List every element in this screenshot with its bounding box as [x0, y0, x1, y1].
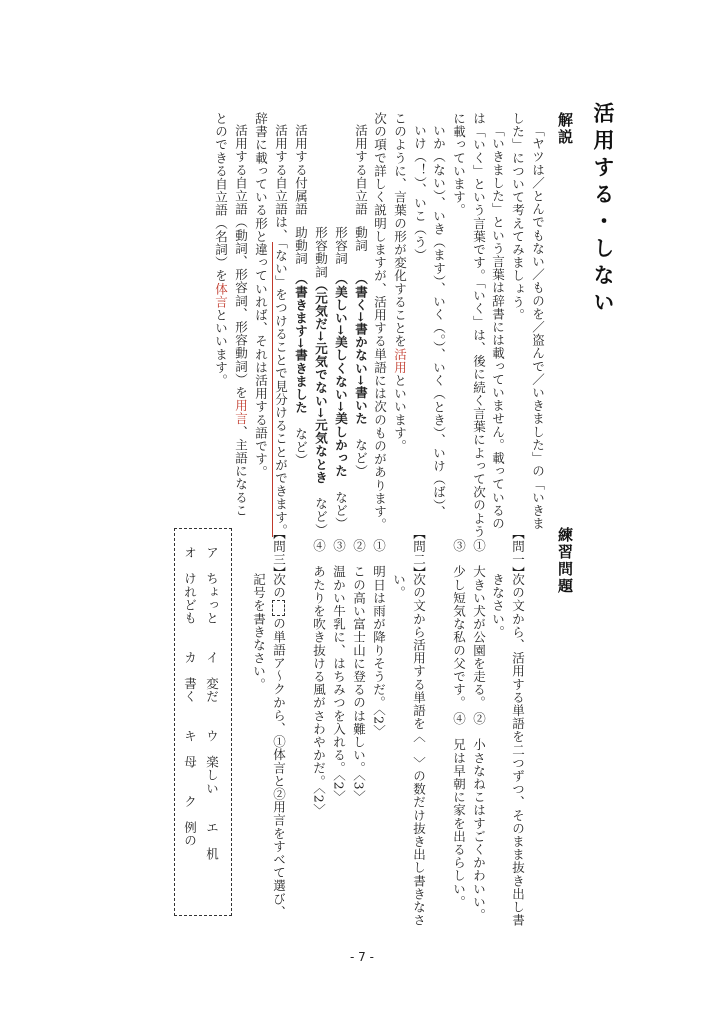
- kaisetsu-heading: 解説: [556, 112, 574, 146]
- kaisetsu-text: いけ（！）、いこ（う）: [412, 124, 428, 262]
- q3-text: 次のの単語ア〜クから、①体言と②用言をすべて選び、: [271, 573, 287, 919]
- doushi-row: 動詞 （書く→書かない→書いた など）: [353, 226, 369, 478]
- kaisetsu-text: いか（ない）、いき（ます）、いく（。）、いく（とき）、いけ（ば）、: [431, 124, 447, 519]
- choices-row: オ けれども カ 書く キ 母 ク 例の: [182, 546, 198, 848]
- kaisetsu-text: 辞書に載っている形と違っていれば、それは活用する語です。: [253, 112, 269, 479]
- blank-box: [272, 600, 285, 616]
- kaisetsu-text: 活用する自立語は、「ない」をつけることで見分けることができます。: [273, 124, 289, 537]
- q2-item: ③ 温かい牛乳に、はちみつを入れる。〈2〉: [331, 539, 347, 804]
- q3-label: 【問三】: [271, 527, 287, 580]
- choices-row: ア ちょっと イ 変だ ウ 楽しい エ 机: [204, 546, 220, 861]
- keiyoudoushi-row: 形容動詞（元気だ→元気でない→元気なとき など）: [313, 226, 329, 537]
- kaisetsu-text: 次の項で詳しく説明しますが、活用する単語には次のものがあります。: [372, 112, 388, 532]
- q2-text: い。: [391, 573, 407, 600]
- q1-item: ③ 少し短気な私の父です。: [451, 539, 467, 710]
- q2-item: ① 明日は雨が降りそうだ。〈2〉: [371, 539, 387, 738]
- kaisetsu-text: とのできる自立語（名詞）を体言といいます。: [213, 112, 229, 388]
- kaisetsu-text: 活用する自立語（動詞、形容詞、形容動詞）を用言、主語になるこ: [233, 124, 249, 518]
- kaisetsu-text: は「いく」という言葉です。「いく」は、後に続く言葉によって次のよう: [471, 112, 487, 539]
- kaisetsu-text: このように、言葉の形が変化することを活用といいます。: [392, 112, 408, 453]
- kaisetsu-text: 「ヤツは／とんでもない／ものを／盗んで／いきました」の「いきま: [530, 124, 546, 531]
- keiyoushi-row: 形容詞 （美しい→美しくない→美しかった など）: [333, 226, 349, 531]
- fuzoku-label: 活用する付属語: [293, 124, 309, 216]
- kaisetsu-text: に載っています。: [451, 112, 467, 217]
- q3-text: 記号を書きなさい。: [251, 573, 267, 691]
- q1-label: 【問一】: [510, 527, 526, 580]
- jodoushi-row: 助動詞 （書きます→書きました など）: [293, 226, 309, 467]
- q1-text: 次の文から、活用する単語を二つずつ、そのまま抜き出し書: [510, 573, 526, 927]
- q2-label: 【問二】: [411, 527, 427, 580]
- term-katsuyou: 活用: [392, 347, 408, 375]
- renshu-heading: 練習問題: [556, 527, 574, 595]
- page-title: 活用する・しない: [591, 102, 615, 318]
- jiritsu-label: 活用する自立語: [353, 124, 369, 216]
- q1-item: ② 小さなねこはすごくかわいい。: [471, 712, 487, 922]
- q2-item: ② この高い富士山に登るのは難しい。〈3〉: [351, 539, 367, 804]
- q1-text: きなさい。: [490, 573, 506, 639]
- term-yougen: 用言: [233, 399, 249, 426]
- term-taigen: 体言: [213, 282, 229, 309]
- page-number: - 7 -: [350, 950, 374, 964]
- nai-underline: 「ない」をつけることで見分けることができます。: [273, 241, 289, 537]
- q2-item: ④ あたりを吹き抜ける風がさわやかだ。〈2〉: [311, 539, 327, 817]
- kaisetsu-text: 「いきました」という言葉は辞書には載っていません。載っているの: [490, 124, 506, 531]
- q1-item: ④ 兄は早朝に家を出るらしい。: [451, 712, 467, 909]
- q1-item: ① 大きい犬が公園を走る。: [471, 539, 487, 710]
- q2-text: 次の文から活用する単語を〈 〉の数だけ抜き出し書きなさ: [411, 573, 427, 927]
- kaisetsu-text: した」について考えてみましょう。: [510, 112, 526, 322]
